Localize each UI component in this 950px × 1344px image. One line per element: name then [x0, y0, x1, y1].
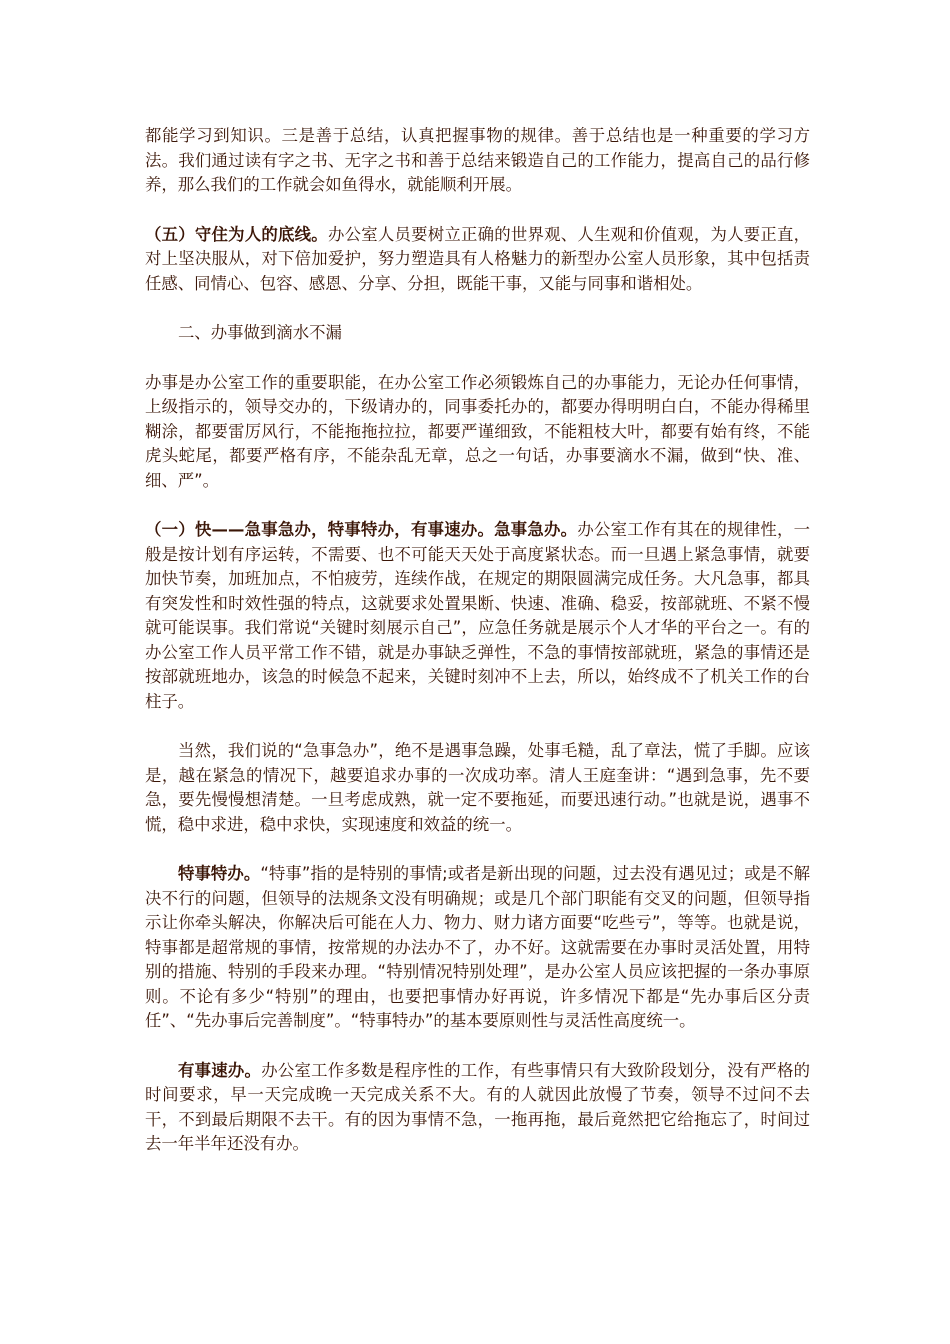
paragraph-handling-affairs: [145, 371, 810, 494]
section-heading-two: [145, 321, 810, 346]
paragraph-special-affairs: [145, 862, 810, 1034]
paragraph-fast: [145, 518, 810, 714]
paragraph-text: 办公室人员要树立正确的世界观、人生观和价值观，为人要正直，对上坚决服从，对下倍加爱护，努力塑造具有人格魅力的新型办公室人员形象，其中包括责任感、同情心、包容、感恩、分享、分担，既能干事，又能与同事和谐相处。: [145, 224, 811, 293]
paragraph-text: “特事”指的是特别的事情;或者是新出现的问题，过去没有遇见过；或是不解决不行的问题，但领导的法规条文没有明确规；或是几个部门职能有交叉的问题，但领导指示让你牵头解决，你解决后可能在人力、物力、财力诸方面要“吃些亏”，等等。也就是说，特事都是超常规的事情，按常规的办法办不了，办不好。这就需要在办事时灵活处置，用特别的措施、特别的手段来办理。“特别情况特别处理”，是办公室人员应该把握的一条办事原则。不论有多少“特别”的理由，也要把事情办好再说，许多情况下都是“先办事后区分责任”、“先办事后完善制度”。“特事特办”的基本要原则性与灵活性高度统一。: [145, 864, 810, 1030]
paragraph-bold-lead: 特事特办。: [178, 864, 261, 883]
paragraph-bold-lead: 有事速办。: [178, 1060, 262, 1080]
paragraph-text: 办事是办公室工作的重要职能，在办公室工作必须锻炼自己的办事能力，无论办任何事情，上级指示的，领导交办的，下级请办的，同事委托办的，都要办得明明白白，不能办得稀里糊涂，都要雷厉风行，不能拖拖拉拉，都要严谨细致，不能粗枝大叶，都要有始有终，不能虎头蛇尾，都要严格有序，不能杂乱无章，总之一句话，办事要滴水不漏，做到“快、准、细、严”。: [145, 372, 810, 490]
paragraph-quick-affairs: [145, 1059, 810, 1157]
paragraph-text: 都能学习到知识。三是善于总结，认真把握事物的规律。善于总结也是一种重要的学习方法。我们通过读有字之书、无字之书和善于总结来锻造自己的工作能力，提高自己的品行修养，那么我们的工作就会如鱼得水，就能顺利开展。: [145, 126, 810, 194]
paragraph-bottom-line: [145, 223, 810, 297]
paragraph-text: 当然，我们说的“急事急办”，绝不是遇事急躁，处事毛糙，乱了章法，慌了手脚。应该是，越在紧急的情况下，越要追求办事的一次成功率。清人王庭奎讲：“遇到急事，先不要急，要先慢慢想清楚。一旦考虑成熟，就一定不要拖延，而要迅速行动。”也就是说，遇事不慌，稳中求进，稳中求快，实现速度和效益的统一。: [145, 741, 810, 834]
paragraph-text: 办公室工作多数是程序性的工作，有些事情只有大致阶段划分，没有严格的时间要求，早一天完成晚一天完成关系不大。有的人就因此放慢了节奏，领导不过问不去干，不到最后期限不去干。有的因为事情不急，一拖再拖，最后竟然把它给拖忘了，时间过去一年半年还没有办。: [145, 1060, 811, 1153]
paragraph-urgent-clarification: [145, 739, 810, 837]
document-body: [145, 124, 810, 1182]
section-heading-text: 二、办事做到滴水不漏: [178, 323, 342, 342]
paragraph-bold-lead: （一）快——急事急办，特事特办，有事速办。急事急办。: [145, 520, 578, 539]
paragraph-text: 办公室工作有其在的规律性，一般是按计划有序运转，不需要、也不可能天天处于高度紧状态。而一旦遇上紧急事情，就要加快节奏，加班加点，不怕疲劳，连续作战，在规定的期限圆满完成任务。大凡急事，都具有突发性和时效性强的特点，这就要求处置果断、快速、准确、稳妥，按部就班、不紧不慢就可能误事。我们常说“关键时刻展示自己”，应急任务就是展示个人才华的平台之一。有的办公室工作人员平常工作不错，就是办事缺乏弹性，不急的事情按部就班，紧急的事情还是按部就班地办，该急的时候急不起来，关键时刻冲不上去，所以，始终成不了机关工作的台柱子。: [145, 520, 811, 711]
paragraph-learning-summary: [145, 124, 810, 198]
paragraph-bold-lead: （五）守住为人的底线。: [145, 224, 328, 244]
